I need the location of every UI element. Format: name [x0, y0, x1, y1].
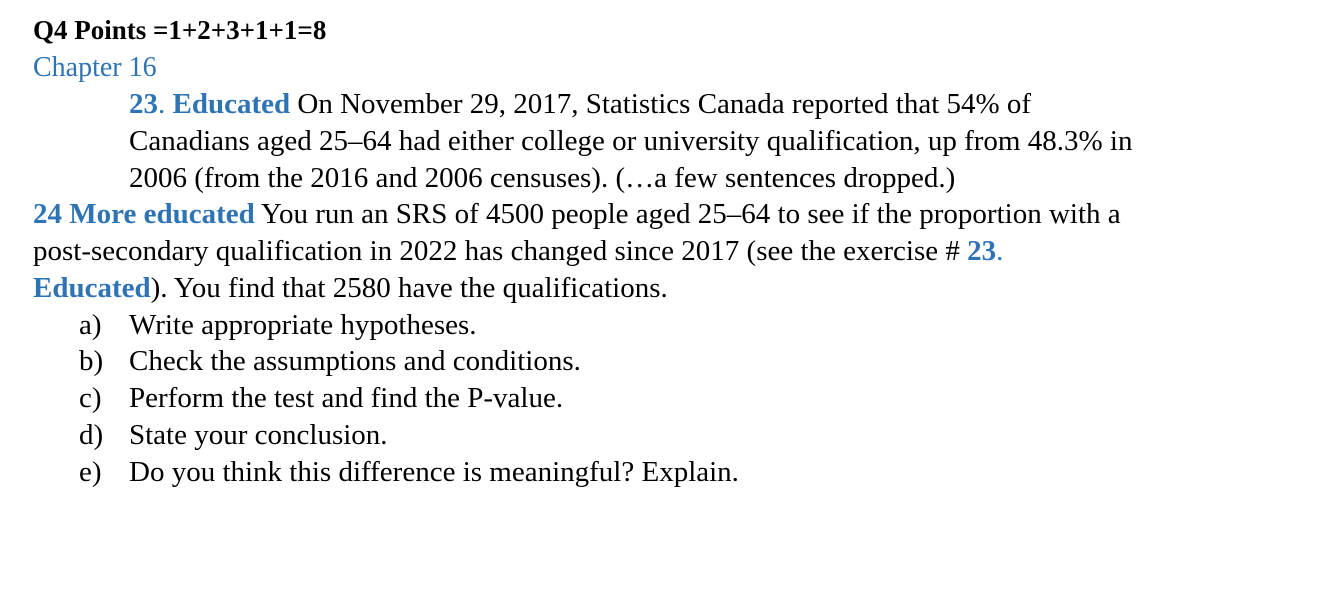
exercise-23-line-2: Canadians aged 25–64 had either college or university qualification, up from 48.3% in — [129, 125, 1133, 157]
question-letter: b) — [79, 345, 104, 377]
exercise-23-line-1 — [129, 86, 1031, 122]
chapter-heading: Chapter 16 — [33, 52, 157, 83]
question-letter: a) — [79, 309, 102, 341]
exercise-24-text-3: ). You find that 2580 have the qualifications. — [150, 272, 668, 304]
question-letter: c) — [79, 382, 102, 414]
exercise-24-text-2: post-secondary qualification in 2022 has changed since 2017 (see the exercise # — [33, 235, 968, 267]
exercise-24-heading: 24 More educated — [33, 198, 255, 230]
exercise-24-text-1: You run an SRS of 4500 people aged 25–64 to see if the proportion with a — [254, 198, 1121, 230]
question-text: Do you think this difference is meaningful? Explain. — [129, 456, 739, 488]
exercise-24-line-1 — [33, 196, 1121, 232]
question-text: Perform the test and find the P-value. — [129, 382, 564, 414]
question-text: Check the assumptions and conditions. — [129, 345, 581, 377]
exercise-24-ref-number: 23 — [967, 235, 997, 267]
exercise-24-ref-sep: . — [996, 235, 1004, 267]
question-text: State your conclusion. — [129, 419, 388, 451]
exercise-23-number: 23 — [129, 88, 158, 120]
exercise-23-line-3: 2006 (from the 2016 and 2006 censuses). (…a few sentences dropped.) — [129, 162, 956, 194]
question-letter: d) — [79, 419, 104, 451]
question-letter: e) — [79, 456, 102, 488]
question-title: Q4 Points =1+2+3+1+1=8 — [33, 15, 327, 45]
exercise-23-text-1: On November 29, 2017, Statistics Canada reported that 54% of — [290, 88, 1032, 120]
exercise-24-line-2 — [33, 233, 1003, 269]
exercise-23-sep: . — [158, 88, 173, 120]
exercise-24-ref-name: Educated — [33, 272, 151, 304]
exercise-24-line-3 — [33, 270, 668, 306]
question-text: Write appropriate hypotheses. — [129, 309, 477, 341]
exercise-23-name: Educated — [172, 88, 291, 120]
